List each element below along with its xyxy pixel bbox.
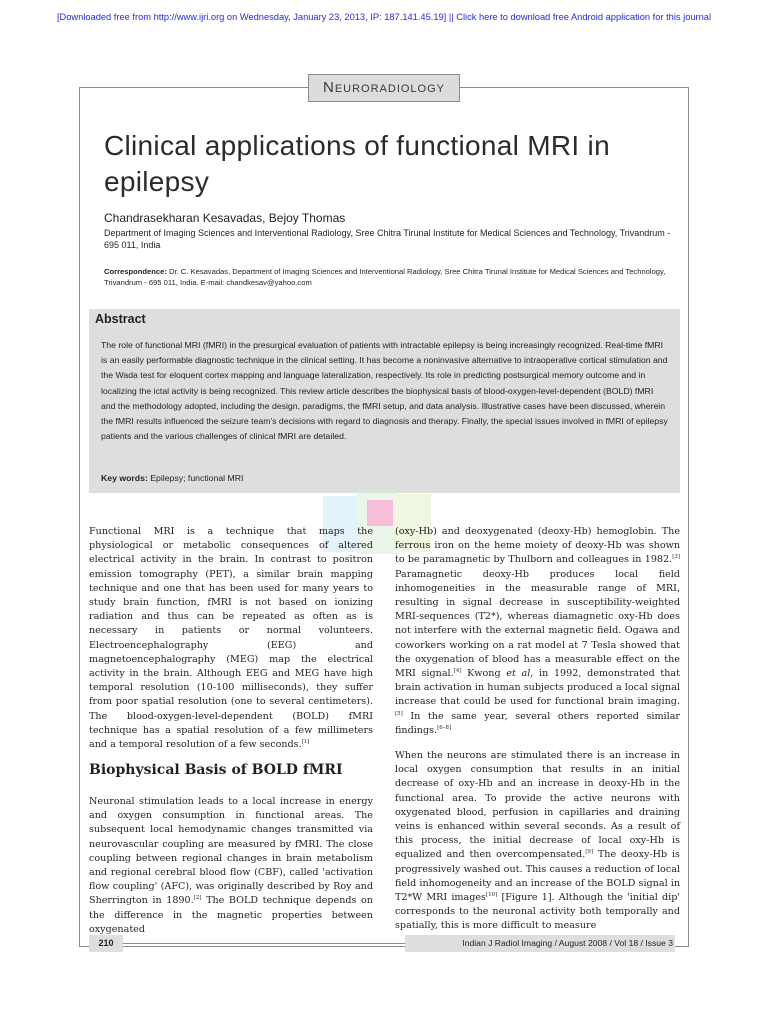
citation: [6–8] bbox=[437, 724, 452, 731]
affiliation: Department of Imaging Sciences and Interventional Radiology, Sree Chitra Tirunal Institute for Medical Sciences and Technology, Trivandrum - 695 011, India bbox=[104, 228, 671, 250]
basis-text-b: The BOLD technique depends on the difference in the magnetic properties between oxygenated bbox=[89, 895, 373, 935]
keywords-label: Key words: bbox=[101, 473, 148, 483]
journal-citation: Indian J Radiol Imaging / August 2008 / Vol 18 / Issue 3 bbox=[405, 935, 675, 952]
right-paragraph-2 bbox=[395, 749, 680, 934]
keywords-text: Epilepsy; functional MRI bbox=[147, 473, 244, 483]
authors: Chandrasekharan Kesavadas, Bejoy Thomas bbox=[104, 211, 346, 225]
intro-paragraph bbox=[89, 525, 373, 752]
citation: [5] bbox=[395, 710, 403, 717]
right-text-em: et al bbox=[506, 668, 531, 680]
section-label: Neuroradiology bbox=[308, 74, 460, 102]
citation: [2] bbox=[193, 895, 202, 902]
right-text-b: Paramagnetic deoxy-Hb produces local field inhomogeneities in the measurable range of MRI, resulting in signal decrease in susceptibility-weighted MRI-sequences (T2*), whereas diamagnetic oxy-Hb does not interfere with the external magnetic field. Ogawa and coworkers working on a rat model at 7 Tesla showed that the oxygenation of blood has a measurable effect on the MRI signal. bbox=[395, 568, 680, 680]
correspondence-text: Dr. C. Kesavadas, Department of Imaging Sciences and Interventional Radiology, Sree Chitra Tirunal Institute for Medical Sciences and Technology, Trivandrum - 695 011, India. E-mail: chandkesav@yahoo.com bbox=[104, 267, 666, 287]
keywords bbox=[101, 473, 243, 483]
citation: [3] bbox=[672, 554, 680, 561]
abstract-text: The role of functional MRI (fMRI) in the presurgical evaluation of patients with intractable epilepsy is being increasingly recognized. Real-time fMRI is an easily performable diagnostic technique in the clinical setting. It has become a noninvasive alternative to intraoperative cortical stimulation and the Wada test for eloquent cortex mapping and language lateralization, respectively. Its role in predicting postsurgical memory outcome and in localizing the ictal activity is being recognized. This review article describes the biophysical basis of blood-oxygen-level-dependent (BOLD) fMRI and the methodology adopted, including the design, paradigms, the fMRI setup, and data analysis. Illustrative cases have been discussed, wherein the fMRI results influenced the seizure team's decisions with regard to diagnosis and therapy. Finally, the special issues involved in fMRI of epilepsy patients and the various challenges of clinical fMRI are detailed. bbox=[101, 340, 668, 442]
right-paragraph-1 bbox=[395, 525, 680, 738]
footer-divider bbox=[123, 943, 405, 944]
section-heading: Biophysical Basis of BOLD fMRI bbox=[89, 762, 343, 778]
right-text-d: , in 1992, demonstrated that brain activation in human subjects produced a local signal increase that could be used for functional brain imaging. bbox=[395, 668, 680, 708]
right-text-c: Kwong bbox=[461, 668, 507, 680]
correspondence bbox=[104, 266, 684, 288]
page-number: 210 bbox=[89, 935, 123, 952]
right2-text-b: The deoxy-Hb is progressively washed out. This causes a reduction of local field inhomogeneity and an increase of the BOLD signal in T2*W MRI images bbox=[395, 849, 680, 904]
citation: [1] bbox=[301, 739, 310, 746]
citation: [4] bbox=[453, 668, 462, 675]
citation: [9] bbox=[585, 849, 594, 856]
download-banner-link[interactable]: [Downloaded free from http://www.ijri.org on Wednesday, January 23, 2013, IP: 187.141.45.19] || Click here to download free Android application for this journal bbox=[56, 12, 712, 22]
right-text-e: In the same year, several others reported similar findings. bbox=[395, 710, 680, 736]
basis-paragraph bbox=[89, 795, 373, 937]
citation: [10] bbox=[486, 892, 498, 899]
correspondence-label: Correspondence: bbox=[104, 267, 167, 276]
abstract-heading: Abstract bbox=[95, 312, 146, 326]
right-text-a: (oxy-Hb) and deoxygenated (deoxy-Hb) hemoglobin. The ferrous iron on the heme moiety of deoxy-Hb was shown to be paramagnetic by Thulborn and colleagues in 1982. bbox=[395, 526, 680, 566]
basis-text-a: Neuronal stimulation leads to a local increase in energy and oxygen consumption in functional areas. The subsequent local hemodynamic changes transmitted via neurovascular coupling are measured by fMRI. The close coupling between regional changes in brain metabolism and regional cerebral blood flow (CBF), called 'activation flow coupling' (AFC), was originally described by Roy and Sherrington in 1890. bbox=[89, 796, 373, 907]
right2-text-c: [Figure 1]. Although the 'initial dip' corresponds to the neuronal activity both temporally and spatially, this is more difficult to measure bbox=[395, 892, 680, 932]
right2-text-a: When the neurons are stimulated there is an increase in local oxygen consumption that results in an initial decrease of oxy-Hb and an increase in deoxy-Hb in the functional area. To provide the active neurons with oxygenated blood, perfusion in capillaries and draining veins is enhanced within several seconds. As a result of this process, the initial decrease of local oxy-Hb is equalized and then overcompensated. bbox=[395, 750, 680, 861]
article-title: Clinical applications of functional MRI in epilepsy bbox=[104, 130, 610, 197]
intro-text: Functional MRI is a technique that maps the physiological or metabolic consequences of altered electrical activity in the brain. In contrast to positron emission tomography (PET), a similar brain mapping technique and one that has been used for many years to study brain function, fMRI is not based on ionizing radiation and thus can be repeated as often as is necessary in patients or normal volunteers. Electroencephalography (EEG) and magnetoencephalography (MEG) map the electrical activity in the brain. Although EEG and MEG have high temporal resolution (10-100 milliseconds), they suffer from poor spatial resolution (one to several centimeters). The blood-oxygen-level-dependent (BOLD) fMRI technique has a spatial resolution of a few millimeters and a temporal resolution of a few seconds. bbox=[89, 526, 373, 751]
